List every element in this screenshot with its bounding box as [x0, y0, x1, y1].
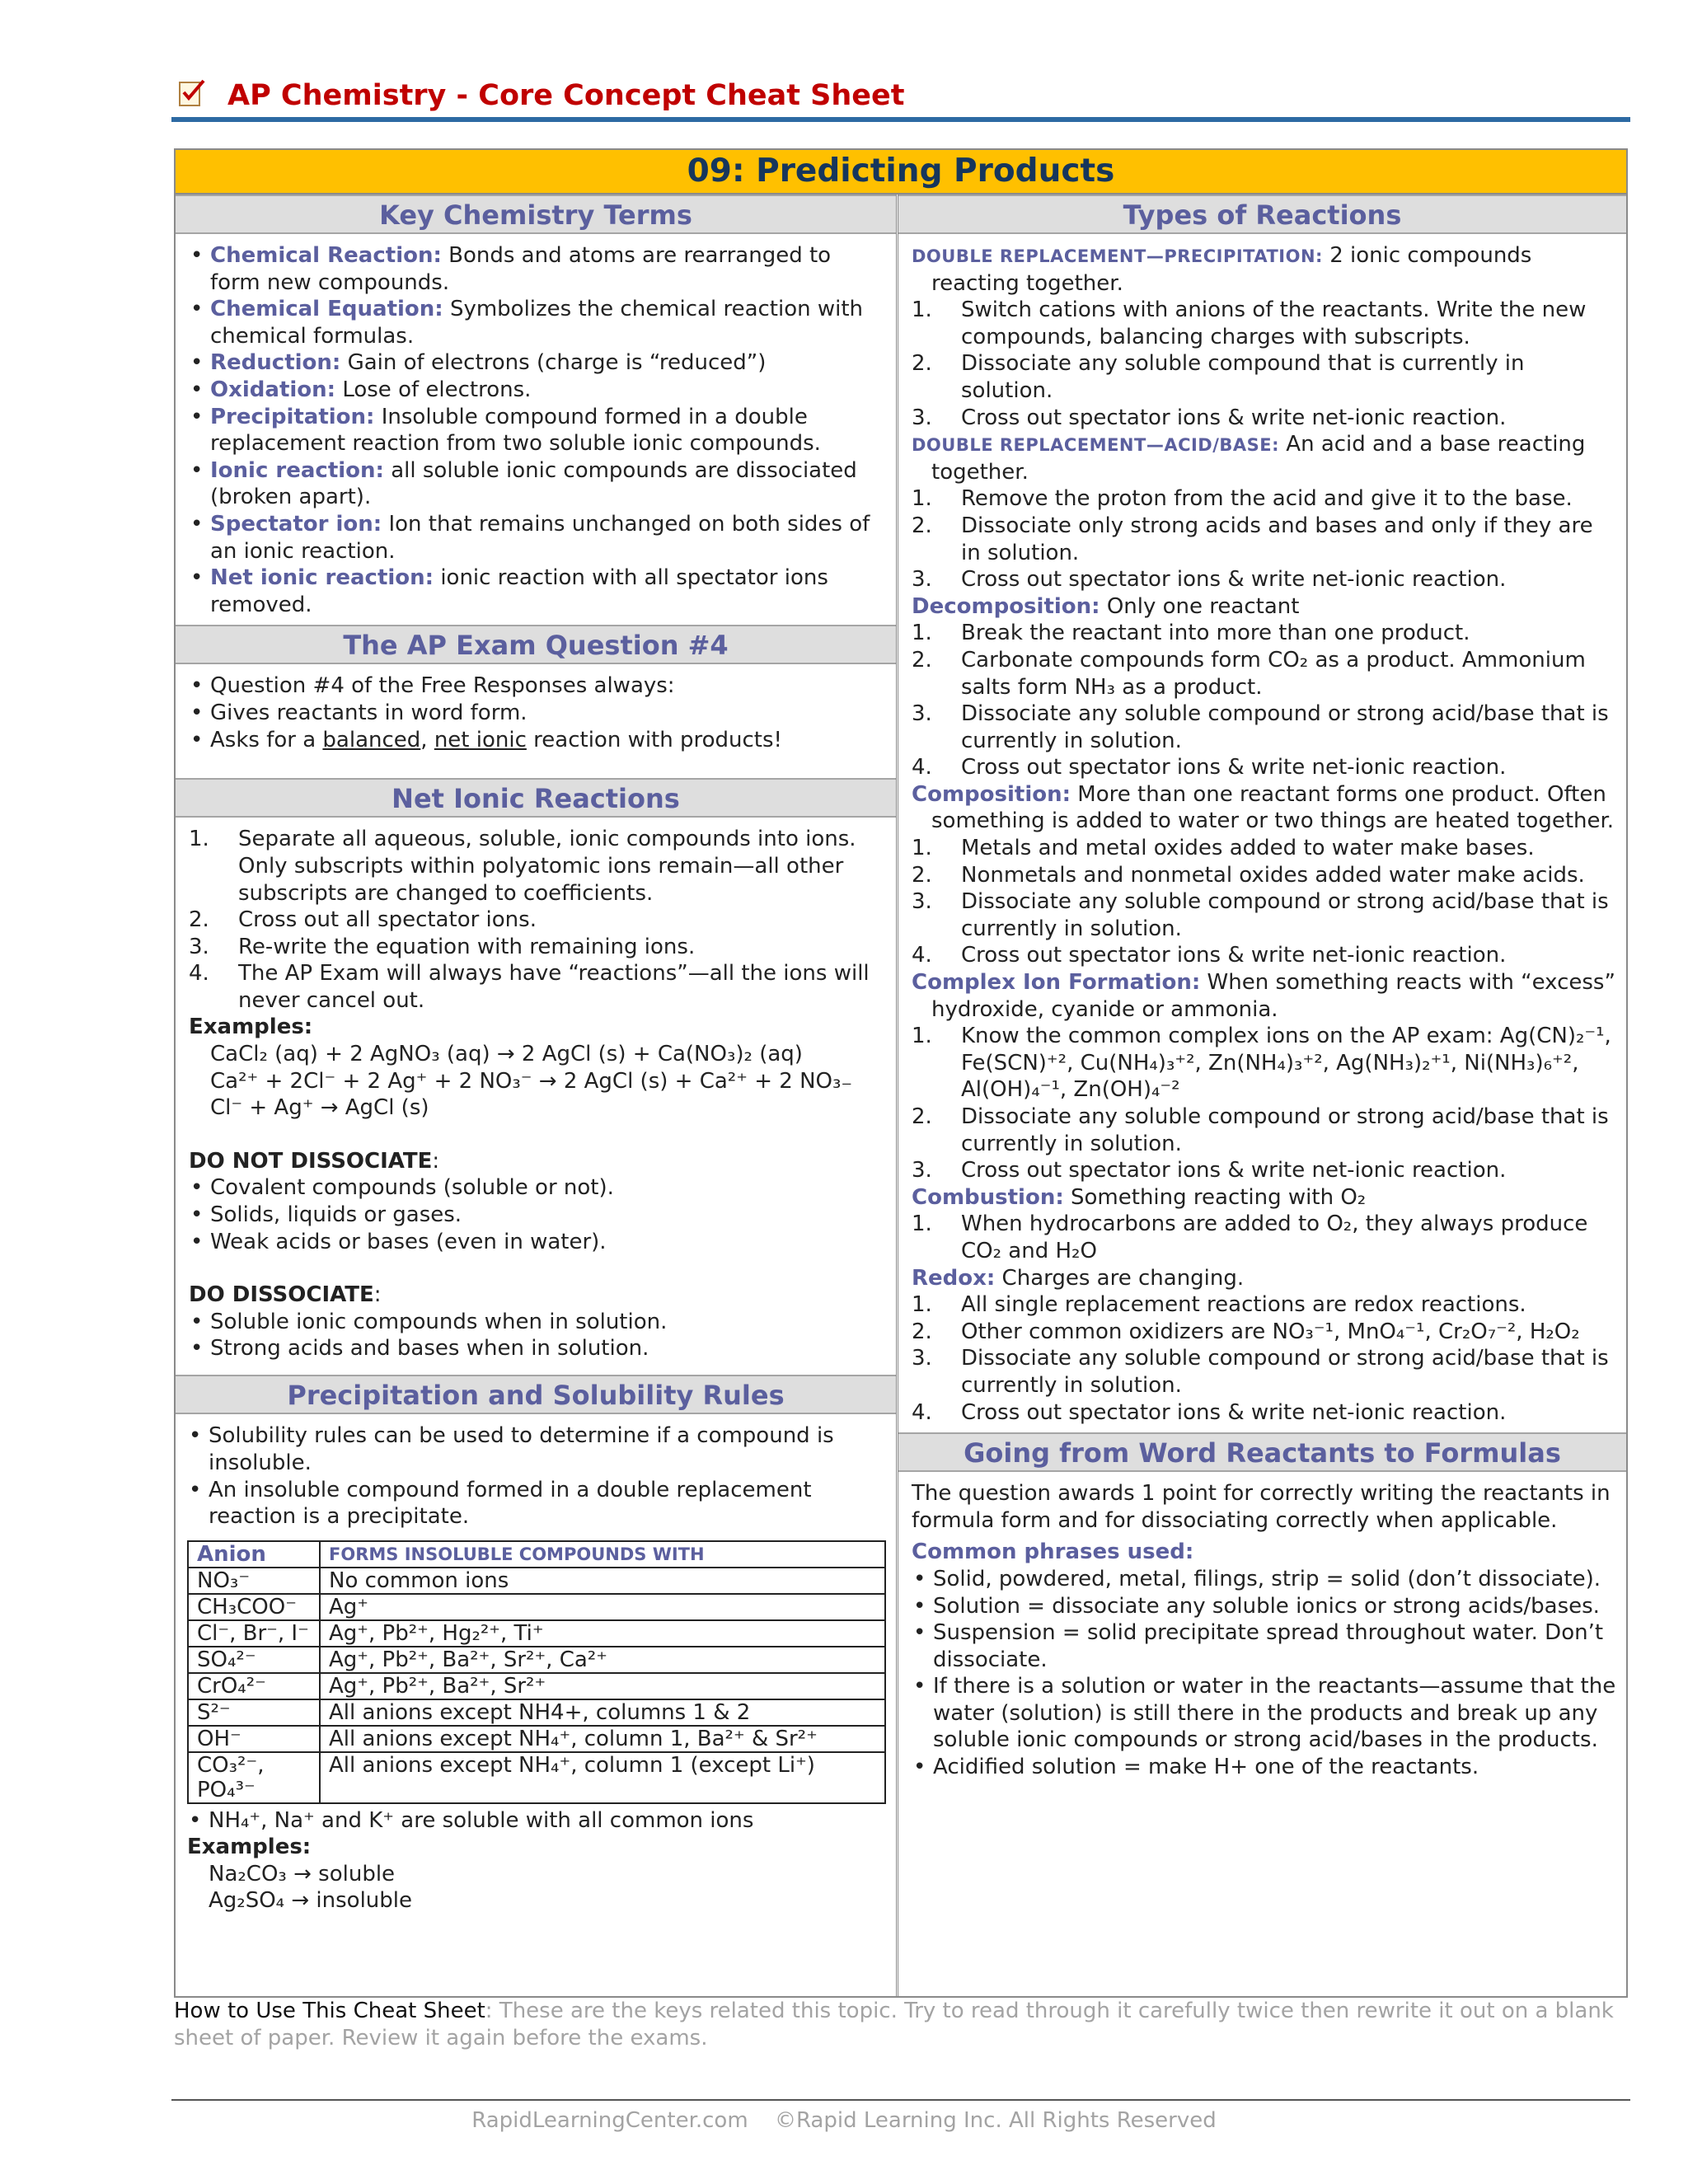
decomposition-steps: [912, 620, 1616, 781]
anion-cell: S²⁻: [188, 1699, 320, 1726]
reaction-type-label: Complex Ion Formation:: [912, 970, 1201, 996]
table-row: [188, 1647, 885, 1673]
term-definition: Lose of electrons.: [335, 377, 532, 402]
examples-label: Examples:: [189, 1015, 313, 1040]
list-item: • Gives reactants in word form.: [189, 700, 883, 727]
list-item: • Weak acids or bases (even in water).: [189, 1229, 883, 1256]
section-heading-key-terms: Key Chemistry Terms: [176, 194, 896, 234]
reaction-type-label: Decomposition:: [912, 593, 1100, 619]
step-text: Dissociate any soluble compound or strong acid/base that is currently in solution.: [961, 1104, 1609, 1156]
do-dissociate-list: [189, 1309, 883, 1362]
list-item: 4. Cross out spectator ions & write net-ionic reaction.: [912, 755, 1507, 780]
list-item: 2. Carbonate compounds form CO₂ as a product. Ammonium salts form NH₃ as a product.: [912, 647, 1586, 700]
list-item: 2. Cross out all spectator ions.: [189, 907, 537, 933]
list-item: 3. Dissociate any soluble compound or strong acid/base that is currently in solution.: [912, 1346, 1609, 1398]
step-text: Remove the proton from the acid and give it to the base.: [961, 486, 1573, 512]
anion-cell: Cl⁻, Br⁻, I⁻: [188, 1620, 320, 1647]
step-text: Separate all aqueous, soluble, ionic compounds into ions. Only subscripts within polyatomic ions remain—all other subscripts are changed to coefficients.: [238, 827, 856, 906]
reaction-type-label: Composition:: [912, 781, 1071, 807]
do-dissociate-label: DO DISSOCIATE: [189, 1282, 374, 1308]
term-label: Chemical Equation:: [210, 297, 443, 322]
list-item: 1. All single replacement reactions are redox reactions.: [912, 1292, 1526, 1318]
step-text: When hydrocarbons are added to O₂, they always produce CO₂ and H₂O: [961, 1212, 1588, 1263]
example-line: Na₂CO₃ → soluble: [209, 1861, 396, 1886]
list-item: [189, 404, 883, 457]
step-text: Cross out spectator ions & write net-ionic reaction.: [961, 567, 1507, 593]
step-text: Dissociate any soluble compound that is currently in solution.: [961, 351, 1525, 403]
text-fragment: ,: [420, 727, 434, 752]
common-phrases-label: Common phrases used:: [912, 1540, 1194, 1565]
table-row: [188, 1699, 885, 1726]
step-text: Nonmetals and nonmetal oxides added water make acids.: [961, 862, 1585, 888]
list-item: 2. Dissociate any soluble compound or strong acid/base that is currently in solution.: [912, 1104, 1609, 1156]
step-text: All single replacement reactions are redox reactions.: [961, 1292, 1526, 1318]
table-row: [188, 1673, 885, 1699]
list-item: [189, 511, 883, 565]
key-terms-list: [189, 242, 883, 618]
step-text: Cross out spectator ions & write net-ionic reaction.: [961, 1399, 1507, 1425]
footer-divider: [171, 2099, 1630, 2101]
list-item: 1. When hydrocarbons are added to O₂, they always produce CO₂ and H₂O: [912, 1212, 1588, 1263]
term-label: Reduction:: [210, 350, 341, 376]
examples-label: Examples:: [187, 1835, 312, 1860]
step-text: Dissociate only strong acids and bases and only if they are in solution.: [961, 513, 1593, 565]
precipitation-steps: [912, 297, 1616, 431]
term-label: Oxidation:: [210, 377, 336, 402]
list-item: 4. The AP Exam will always have “reactions”—all the ions will never cancel out.: [189, 961, 870, 1013]
combustion-heading: [912, 1184, 1616, 1212]
complex-ion-heading: [912, 969, 1616, 1023]
anion-cell: OH⁻: [188, 1726, 320, 1752]
section-heading-ap-question: The AP Exam Question #4: [176, 625, 896, 664]
step-text: Break the reactant into more than one product.: [961, 621, 1470, 646]
text-fragment: reaction with products!: [526, 727, 782, 752]
list-item: [189, 349, 883, 377]
step-text: Dissociate any soluble compound or strong acid/base that is currently in solution.: [961, 701, 1609, 753]
list-item: • Suspension = solid precipitate spread throughout water. Don’t dissociate.: [912, 1619, 1616, 1673]
step-text: Cross out spectator ions & write net-ionic reaction.: [961, 1158, 1507, 1183]
list-item: • Covalent compounds (soluble or not).: [189, 1174, 883, 1202]
left-column: [176, 194, 898, 1996]
insoluble-with-cell: All anions except NH₄⁺, column 1 (except Li⁺): [320, 1752, 885, 1803]
step-text: The AP Exam will always have “reactions”—all the ions will never cancel out.: [238, 961, 870, 1013]
insoluble-with-cell: All anions except NH₄⁺, column 1, Ba²⁺ & Sr²⁺: [320, 1726, 885, 1752]
reaction-type-description: An acid and a base reacting together.: [931, 432, 1586, 485]
usage-note-text: : These are the keys related this topic. Try to read through it carefully twice then rewrite it out on a blank sheet of paper. Review it again before the exams.: [174, 1999, 1614, 2050]
redox-heading: [912, 1265, 1616, 1292]
list-item: [189, 727, 883, 754]
composition-steps: [912, 835, 1616, 969]
list-item: [189, 565, 883, 618]
list-item: [189, 242, 883, 296]
list-item: • Strong acids and bases when in solution.: [189, 1335, 883, 1362]
section-heading-word-to-formula: Going from Word Reactants to Formulas: [898, 1432, 1626, 1472]
list-item: 1. Remove the proton from the acid and give it to the base.: [912, 486, 1573, 512]
list-item: • Solid, powdered, metal, filings, strip = solid (don’t dissociate).: [912, 1566, 1616, 1593]
net-ionic-steps: [189, 826, 883, 1014]
do-not-dissociate-list: [189, 1174, 883, 1255]
list-item: 1. Know the common complex ions on the AP exam: Ag(CN)₂⁻¹, Fe(SCN)⁺², Cu(NH₄)₃⁺², Zn(NH₄)₃⁺², Ag(NH₃)₂⁺¹, Ni(NH₃)₆⁺², Al(OH)₄⁻¹, Zn(OH)₄⁻²: [912, 1024, 1611, 1103]
list-item: • Soluble ionic compounds when in solution.: [189, 1309, 883, 1336]
solubility-note-list: [187, 1807, 888, 1835]
list-item: 2. Dissociate only strong acids and bases and only if they are in solution.: [912, 513, 1593, 565]
common-phrases-list: [912, 1566, 1616, 1781]
usage-note-lead: How to Use This Cheat Sheet: [174, 1999, 485, 2023]
step-text: Cross out spectator ions & write net-ionic reaction.: [961, 405, 1507, 430]
list-item: 3. Cross out spectator ions & write net-ionic reaction.: [912, 1158, 1507, 1183]
step-text: Metals and metal oxides added to water make bases.: [961, 836, 1535, 861]
list-item: • Solution = dissociate any soluble ionics or strong acids/bases.: [912, 1593, 1616, 1620]
table-row: [188, 1752, 885, 1803]
page-footer: [0, 2108, 1688, 2133]
list-item: [189, 296, 883, 349]
insoluble-with-cell: No common ions: [320, 1568, 885, 1594]
term-definition: Insoluble compound formed in a double replacement reaction from two soluble ionic compounds.: [210, 404, 821, 457]
list-item: 4. Cross out spectator ions & write net-ionic reaction.: [912, 943, 1507, 968]
reaction-type-label: DOUBLE REPLACEMENT—ACID/BASE:: [912, 435, 1280, 456]
anion-cell: CrO₄²⁻: [188, 1673, 320, 1699]
column-header-insoluble: FORMS INSOLUBLE COMPOUNDS WITH: [320, 1541, 885, 1568]
reaction-type-description: Charges are changing.: [995, 1265, 1245, 1291]
redox-steps: [912, 1291, 1616, 1426]
example-line: Ag₂SO₄ → insoluble: [209, 1888, 412, 1914]
term-label: Spectator ion:: [210, 511, 382, 537]
equation-line: Ca²⁺ + 2Cl⁻ + 2 Ag⁺ + 2 NO₃⁻ → 2 AgCl (s) + Ca²⁺ + 2 NO₃₋: [210, 1068, 853, 1094]
step-text: Carbonate compounds form CO₂ as a product. Ammonium salts form NH₃ as a product.: [961, 647, 1586, 700]
word-to-formula-body: [898, 1472, 1626, 1788]
anion-cell: NO₃⁻: [188, 1568, 320, 1594]
acid-base-heading: [912, 431, 1616, 485]
precipitation-heading: [912, 242, 1616, 297]
term-label: Net ionic reaction:: [210, 565, 434, 591]
list-item: 2. Other common oxidizers are NO₃⁻¹, MnO₄⁻¹, Cr₂O₇⁻², H₂O₂: [912, 1319, 1580, 1344]
list-item: • An insoluble compound formed in a double replacement reaction is a precipitate.: [187, 1477, 888, 1530]
reaction-type-description: Something reacting with O₂: [1063, 1184, 1367, 1210]
do-not-dissociate-label: DO NOT DISSOCIATE: [189, 1148, 433, 1174]
step-text: Cross out all spectator ions.: [238, 907, 537, 933]
term-definition: Ion that remains unchanged on both sides of an ionic reaction.: [210, 511, 870, 564]
list-item: 3. Dissociate any soluble compound or strong acid/base that is currently in solution.: [912, 889, 1609, 941]
list-item: 2. Dissociate any soluble compound that is currently in solution.: [912, 351, 1525, 403]
table-header-row: [188, 1541, 885, 1568]
equation-line: CaCl₂ (aq) + 2 AgNO₃ (aq) → 2 AgCl (s) + Ca(NO₃)₂ (aq): [210, 1042, 803, 1067]
step-text: Re-write the equation with remaining ions.: [238, 934, 696, 959]
table-row: [188, 1568, 885, 1594]
step-text: Switch cations with anions of the reactants. Write the new compounds, balancing charges with subscripts.: [961, 298, 1587, 349]
insoluble-with-cell: Ag⁺, Pb²⁺, Ba²⁺, Sr²⁺: [320, 1673, 885, 1699]
insoluble-with-cell: Ag⁺, Pb²⁺, Ba²⁺, Sr²⁺, Ca²⁺: [320, 1647, 885, 1673]
footer-site-link[interactable]: RapidLearningCenter.com: [471, 2108, 748, 2133]
reaction-type-description: Only one reactant: [1100, 593, 1300, 619]
anion-cell: CH₃COO⁻: [188, 1594, 320, 1620]
right-column: [898, 194, 1626, 1996]
term-definition: Symbolizes the chemical reaction with chemical formulas.: [210, 297, 864, 349]
reaction-type-label: Redox:: [912, 1265, 996, 1291]
solubility-table: [187, 1540, 886, 1804]
term-definition: Bonds and atoms are rearranged to form new compounds.: [210, 243, 832, 295]
ap-question-list: [189, 673, 883, 753]
reaction-type-description: More than one reactant forms one product. Often something is added to water or two things are heated together.: [931, 781, 1615, 834]
do-dissociate-heading: DO DISSOCIATE:: [189, 1282, 382, 1308]
step-text: Cross out spectator ions & write net-ionic reaction.: [961, 943, 1507, 968]
section-heading-solubility: Precipitation and Solubility Rules: [176, 1375, 896, 1414]
reaction-type-description: When something reacts with “excess” hydroxide, cyanide or ammonia.: [931, 970, 1615, 1022]
decomposition-heading: [912, 593, 1616, 621]
ap-question-body: [176, 664, 896, 778]
acid-base-steps: [912, 485, 1616, 593]
reaction-type-description: 2 ionic compounds reacting together.: [931, 243, 1532, 296]
term-definition: all soluble ionic compounds are dissociated (broken apart).: [210, 457, 857, 510]
reaction-type-label: DOUBLE REPLACEMENT—PRECIPITATION:: [912, 246, 1323, 266]
list-item: • Solids, liquids or gases.: [189, 1202, 883, 1229]
solubility-list: [187, 1422, 888, 1530]
list-item: 3. Cross out spectator ions & write net-ionic reaction.: [912, 567, 1507, 593]
topic-banner: 09: Predicting Products: [176, 150, 1626, 194]
list-item: [189, 457, 883, 511]
list-item: 1. Metals and metal oxides added to water make bases.: [912, 836, 1535, 861]
usage-note: [174, 1998, 1628, 2052]
insoluble-with-cell: Ag⁺, Pb²⁺, Hg₂²⁺, Ti⁺: [320, 1620, 885, 1647]
anion-cell: SO₄²⁻: [188, 1647, 320, 1673]
step-text: Cross out spectator ions & write net-ionic reaction.: [961, 755, 1507, 780]
solubility-body: [176, 1414, 896, 1921]
term-definition: ionic reaction with all spectator ions removed.: [210, 565, 828, 617]
word-to-formula-intro: The question awards 1 point for correctly writing the reactants in formula form and for dissociating correctly when applicable.: [912, 1481, 1611, 1533]
text-fragment: Asks for a: [210, 727, 323, 752]
table-row: [188, 1726, 885, 1752]
types-body: [898, 234, 1626, 1432]
step-text: Dissociate any soluble compound or strong acid/base that is currently in solution.: [961, 1346, 1609, 1398]
list-item: [189, 377, 883, 404]
complex-ion-steps: [912, 1023, 1616, 1184]
list-item: • Solubility rules can be used to determine if a compound is insoluble.: [187, 1422, 888, 1476]
footer-copyright: ©Rapid Learning Inc. All Rights Reserved: [774, 2108, 1217, 2133]
list-item: 3. Dissociate any soluble compound or strong acid/base that is currently in solution.: [912, 701, 1609, 753]
page-title: AP Chemistry - Core Concept Cheat Sheet: [227, 79, 905, 112]
step-text: Dissociate any soluble compound or strong acid/base that is currently in solution.: [961, 889, 1609, 941]
equation-line: Cl⁻ + Ag⁺ → AgCl (s): [210, 1095, 429, 1121]
list-item: 1. Break the reactant into more than one product.: [912, 621, 1470, 646]
list-item: • Acidified solution = make H+ one of the reactants.: [912, 1754, 1616, 1781]
key-terms-body: [176, 234, 896, 625]
step-text: Know the common complex ions on the AP exam: Ag(CN)₂⁻¹, Fe(SCN)⁺², Cu(NH₄)₃⁺², Zn(NH₄)₃⁺², Ag(NH₃)₂⁺¹, Ni(NH₃)₆⁺², Al(OH)₄⁻¹, Zn(OH)₄⁻²: [961, 1024, 1611, 1103]
net-ionic-body: [176, 818, 896, 1375]
content-sheet: [174, 148, 1628, 1998]
term-definition: Gain of electrons (charge is “reduced”): [340, 350, 767, 376]
section-heading-net-ionic: Net Ionic Reactions: [176, 778, 896, 818]
checklist-icon: [176, 76, 209, 109]
term-label: Precipitation:: [210, 404, 375, 429]
combustion-steps: [912, 1211, 1616, 1264]
list-item: • Question #4 of the Free Responses always:: [189, 673, 883, 700]
composition-heading: [912, 781, 1616, 835]
list-item: 4. Cross out spectator ions & write net-ionic reaction.: [912, 1399, 1507, 1425]
list-item: 1. Switch cations with anions of the reactants. Write the new compounds, balancing charges with subscripts.: [912, 298, 1587, 349]
reaction-type-label: Combustion:: [912, 1184, 1064, 1210]
column-header-anion: Anion: [188, 1541, 320, 1568]
table-row: [188, 1620, 885, 1647]
term-label: Chemical Reaction:: [210, 243, 442, 268]
page-header: [171, 71, 1630, 124]
underlined-balanced: balanced: [322, 727, 421, 752]
term-label: Ionic reaction:: [210, 457, 384, 483]
list-item: 3. Re-write the equation with remaining ions.: [189, 934, 696, 959]
insoluble-with-cell: Ag⁺: [320, 1594, 885, 1620]
list-item: • If there is a solution or water in the reactants—assume that the water (solution) is still there in the products and break up any soluble ionic compounds or strong acid/bases in the products.: [912, 1673, 1616, 1754]
section-heading-types: Types of Reactions: [898, 194, 1626, 234]
table-row: [188, 1594, 885, 1620]
insoluble-with-cell: All anions except NH4+, columns 1 & 2: [320, 1699, 885, 1726]
do-not-dissociate-heading: DO NOT DISSOCIATE:: [189, 1148, 440, 1174]
anion-cell: CO₃²⁻, PO₄³⁻: [188, 1752, 320, 1803]
list-item: 3. Cross out spectator ions & write net-ionic reaction.: [912, 405, 1507, 430]
list-item: • NH₄⁺, Na⁺ and K⁺ are soluble with all common ions: [187, 1807, 888, 1835]
step-text: Other common oxidizers are NO₃⁻¹, MnO₄⁻¹, Cr₂O₇⁻², H₂O₂: [961, 1319, 1580, 1344]
list-item: 2. Nonmetals and nonmetal oxides added water make acids.: [912, 862, 1585, 888]
list-item: 1. Separate all aqueous, soluble, ionic compounds into ions. Only subscripts within polyatomic ions remain—all other subscripts are changed to coefficients.: [189, 827, 856, 906]
underlined-net-ionic: net ionic: [434, 727, 527, 752]
header-divider: [171, 117, 1630, 122]
